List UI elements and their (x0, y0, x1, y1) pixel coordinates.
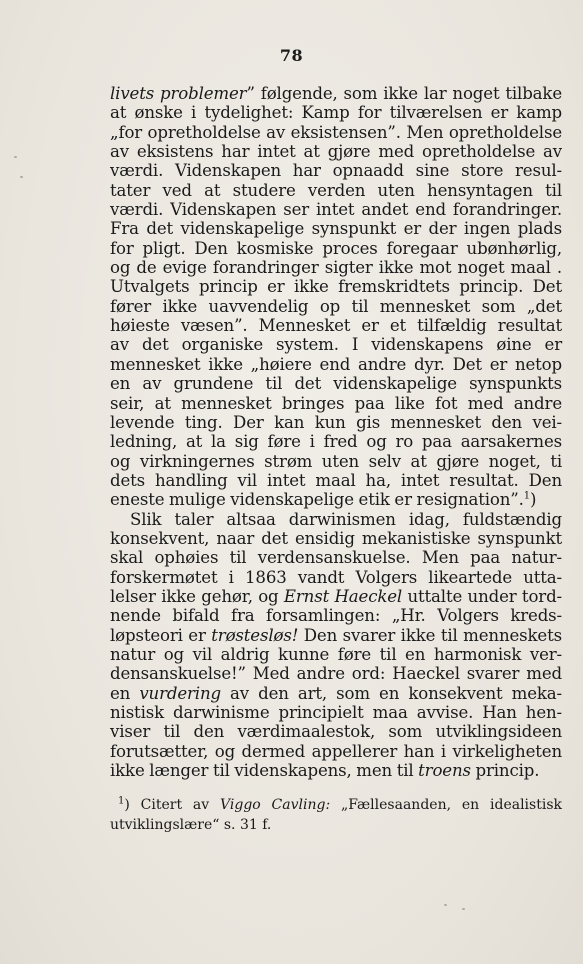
text-line (110, 761, 562, 780)
text-run: ) Citert av (124, 797, 221, 813)
text-run: lelser ikke gehør, og (110, 586, 284, 606)
text-run: en (110, 683, 140, 703)
text-line (110, 722, 562, 741)
text-run: „for opretholdelse av eksistensen”. Men opretholdelse (110, 122, 562, 142)
text-line (110, 219, 562, 238)
text-run: fører ikke uavvendelig op til mennesket som „det (110, 296, 562, 316)
text-line (110, 200, 562, 219)
text-run: Den svarer ikke til menneskets (298, 625, 562, 645)
text-line (110, 297, 562, 316)
text-line (110, 394, 562, 413)
text-run: værdi. Videnskapen ser intet andet end forandringer. (110, 200, 562, 220)
italic-text: livets problemer (110, 84, 247, 103)
text-line (110, 510, 562, 529)
text-run: Fra det videnskapelige synspunkt er der ingen plads (110, 219, 562, 239)
text-run: eneste mulige videnskapelige etik er resignation”. (110, 490, 524, 510)
text-run: levende ting. Der kan kun gis mennesket den vei- (110, 412, 562, 432)
text-run: for pligt. Den kosmiske proces foregaar ubønhørlig, (110, 238, 562, 258)
footnotes (110, 795, 562, 835)
text-run: densanskuelse!” Med andre ord: Haeckel svarer med (110, 664, 562, 684)
footnote-marker: 1 (523, 490, 530, 502)
paper-speck (14, 156, 17, 158)
italic-text: trøstesløs! (211, 625, 299, 645)
paper-speck (444, 904, 447, 906)
text-run: av den art, som en konsekvent meka- (220, 683, 562, 703)
italic-text: Ernst Haeckel (283, 586, 403, 606)
text-run: ledning, at la sig føre i fred og ro paa aarsakernes (110, 432, 562, 452)
text-line (110, 355, 562, 374)
italic-text: Viggo Cavling: (220, 797, 331, 813)
text-line (110, 84, 562, 103)
text-run: av det organiske system. I videnskapens øine er (110, 335, 562, 355)
text-line (110, 181, 562, 200)
text-line (110, 452, 562, 471)
text-line (110, 587, 562, 606)
text-line (110, 277, 562, 296)
text-run: skal ophøies til verdensanskuelse. Men paa natur- (110, 548, 562, 568)
paper-speck (20, 176, 23, 178)
text-run: konsekvent, naar det ensidig mekanistiske synspunkt (110, 528, 562, 548)
text-line (110, 684, 562, 703)
text-line (110, 432, 562, 451)
page-number: 78 (279, 46, 304, 65)
footnote-line (110, 795, 562, 815)
text-run: forutsætter, og dermed appellerer han i virkeligheten (110, 741, 562, 761)
text-run: natur og vil aldrig kunne føre til en harmonisk ver- (110, 644, 562, 664)
text-run: og de evige forandringer sigter ikke mot noget maal . (110, 258, 562, 278)
italic-text: troens (418, 761, 471, 781)
text-line (110, 471, 562, 490)
text-run: og virkningernes strøm uten selv at gjøre noget, ti (110, 451, 562, 471)
text-line (110, 413, 562, 432)
footnote-line (110, 815, 562, 835)
text-run: en av grundene til det videnskapelige synspunkts (110, 374, 562, 394)
paper-speck (462, 908, 465, 910)
text-run: mennesket ikke „høiere end andre dyr. Det er netop (110, 354, 562, 374)
text-run: utviklingslære“ s. 31 f. (110, 817, 272, 833)
text-line (110, 374, 562, 393)
footnote-marker: 1 (118, 795, 125, 807)
text-run: løpsteori er (110, 625, 212, 645)
italic-text: vurdering (139, 683, 221, 703)
text-line (110, 161, 562, 180)
text-line (110, 529, 562, 548)
text-run: værdi. Videnskapen har opnaadd sine store resul- (110, 161, 562, 181)
text-run: viser til den værdimaalestok, som utviklingsideen (110, 722, 562, 742)
text-run: seir, at mennesket bringes paa like fot med andre (110, 393, 562, 413)
body-text (110, 84, 562, 780)
text-run: princip. (470, 761, 540, 781)
text-line (110, 548, 562, 567)
text-line (110, 316, 562, 335)
text-line (110, 568, 562, 587)
text-run: ikke længer til videnskapens, men til (110, 761, 419, 781)
text-run: Utvalgets princip er ikke fremskridtets princip. Det (110, 277, 562, 297)
text-line (110, 490, 562, 509)
text-line (110, 103, 562, 122)
text-line (110, 645, 562, 664)
text-run: uttalte under tord- (402, 586, 562, 606)
text-run: at ønske i tydelighet: Kamp for tilværelsen er kamp (110, 103, 562, 123)
text-line (110, 626, 562, 645)
text-run: tater ved at studere verden uten hensyntagen til (110, 180, 562, 200)
text-run: forskermøtet i 1863 vandt Volgers likeartede utta- (110, 567, 562, 587)
text-line (110, 742, 562, 761)
text-line (110, 664, 562, 683)
text-line (110, 142, 562, 161)
text-run: Slik taler altsaa darwinismen idag, fuldstændig (130, 509, 562, 529)
text-line (110, 335, 562, 354)
text-run: ” følgende, som ikke lar noget tilbake (246, 84, 562, 103)
text-run: dets handling vil intet maal ha, intet resultat. Den (110, 470, 562, 490)
text-line (110, 606, 562, 625)
text-run: „Fællesaanden, en idealistisk (330, 797, 562, 813)
text-line (110, 703, 562, 722)
text-line (110, 239, 562, 258)
text-run: høieste væsen”. Mennesket er et tilfældig resultat (110, 316, 562, 336)
text-line (110, 123, 562, 142)
text-run: nende bifald fra forsamlingen: „Hr. Volgers kreds- (110, 606, 562, 626)
text-line (110, 258, 562, 277)
text-run: ) (529, 490, 537, 510)
text-run: nistisk darwinisme principielt maa avvise. Han hen- (110, 703, 562, 722)
text-run: av eksistens har intet at gjøre med opretholdelse av (110, 142, 562, 162)
